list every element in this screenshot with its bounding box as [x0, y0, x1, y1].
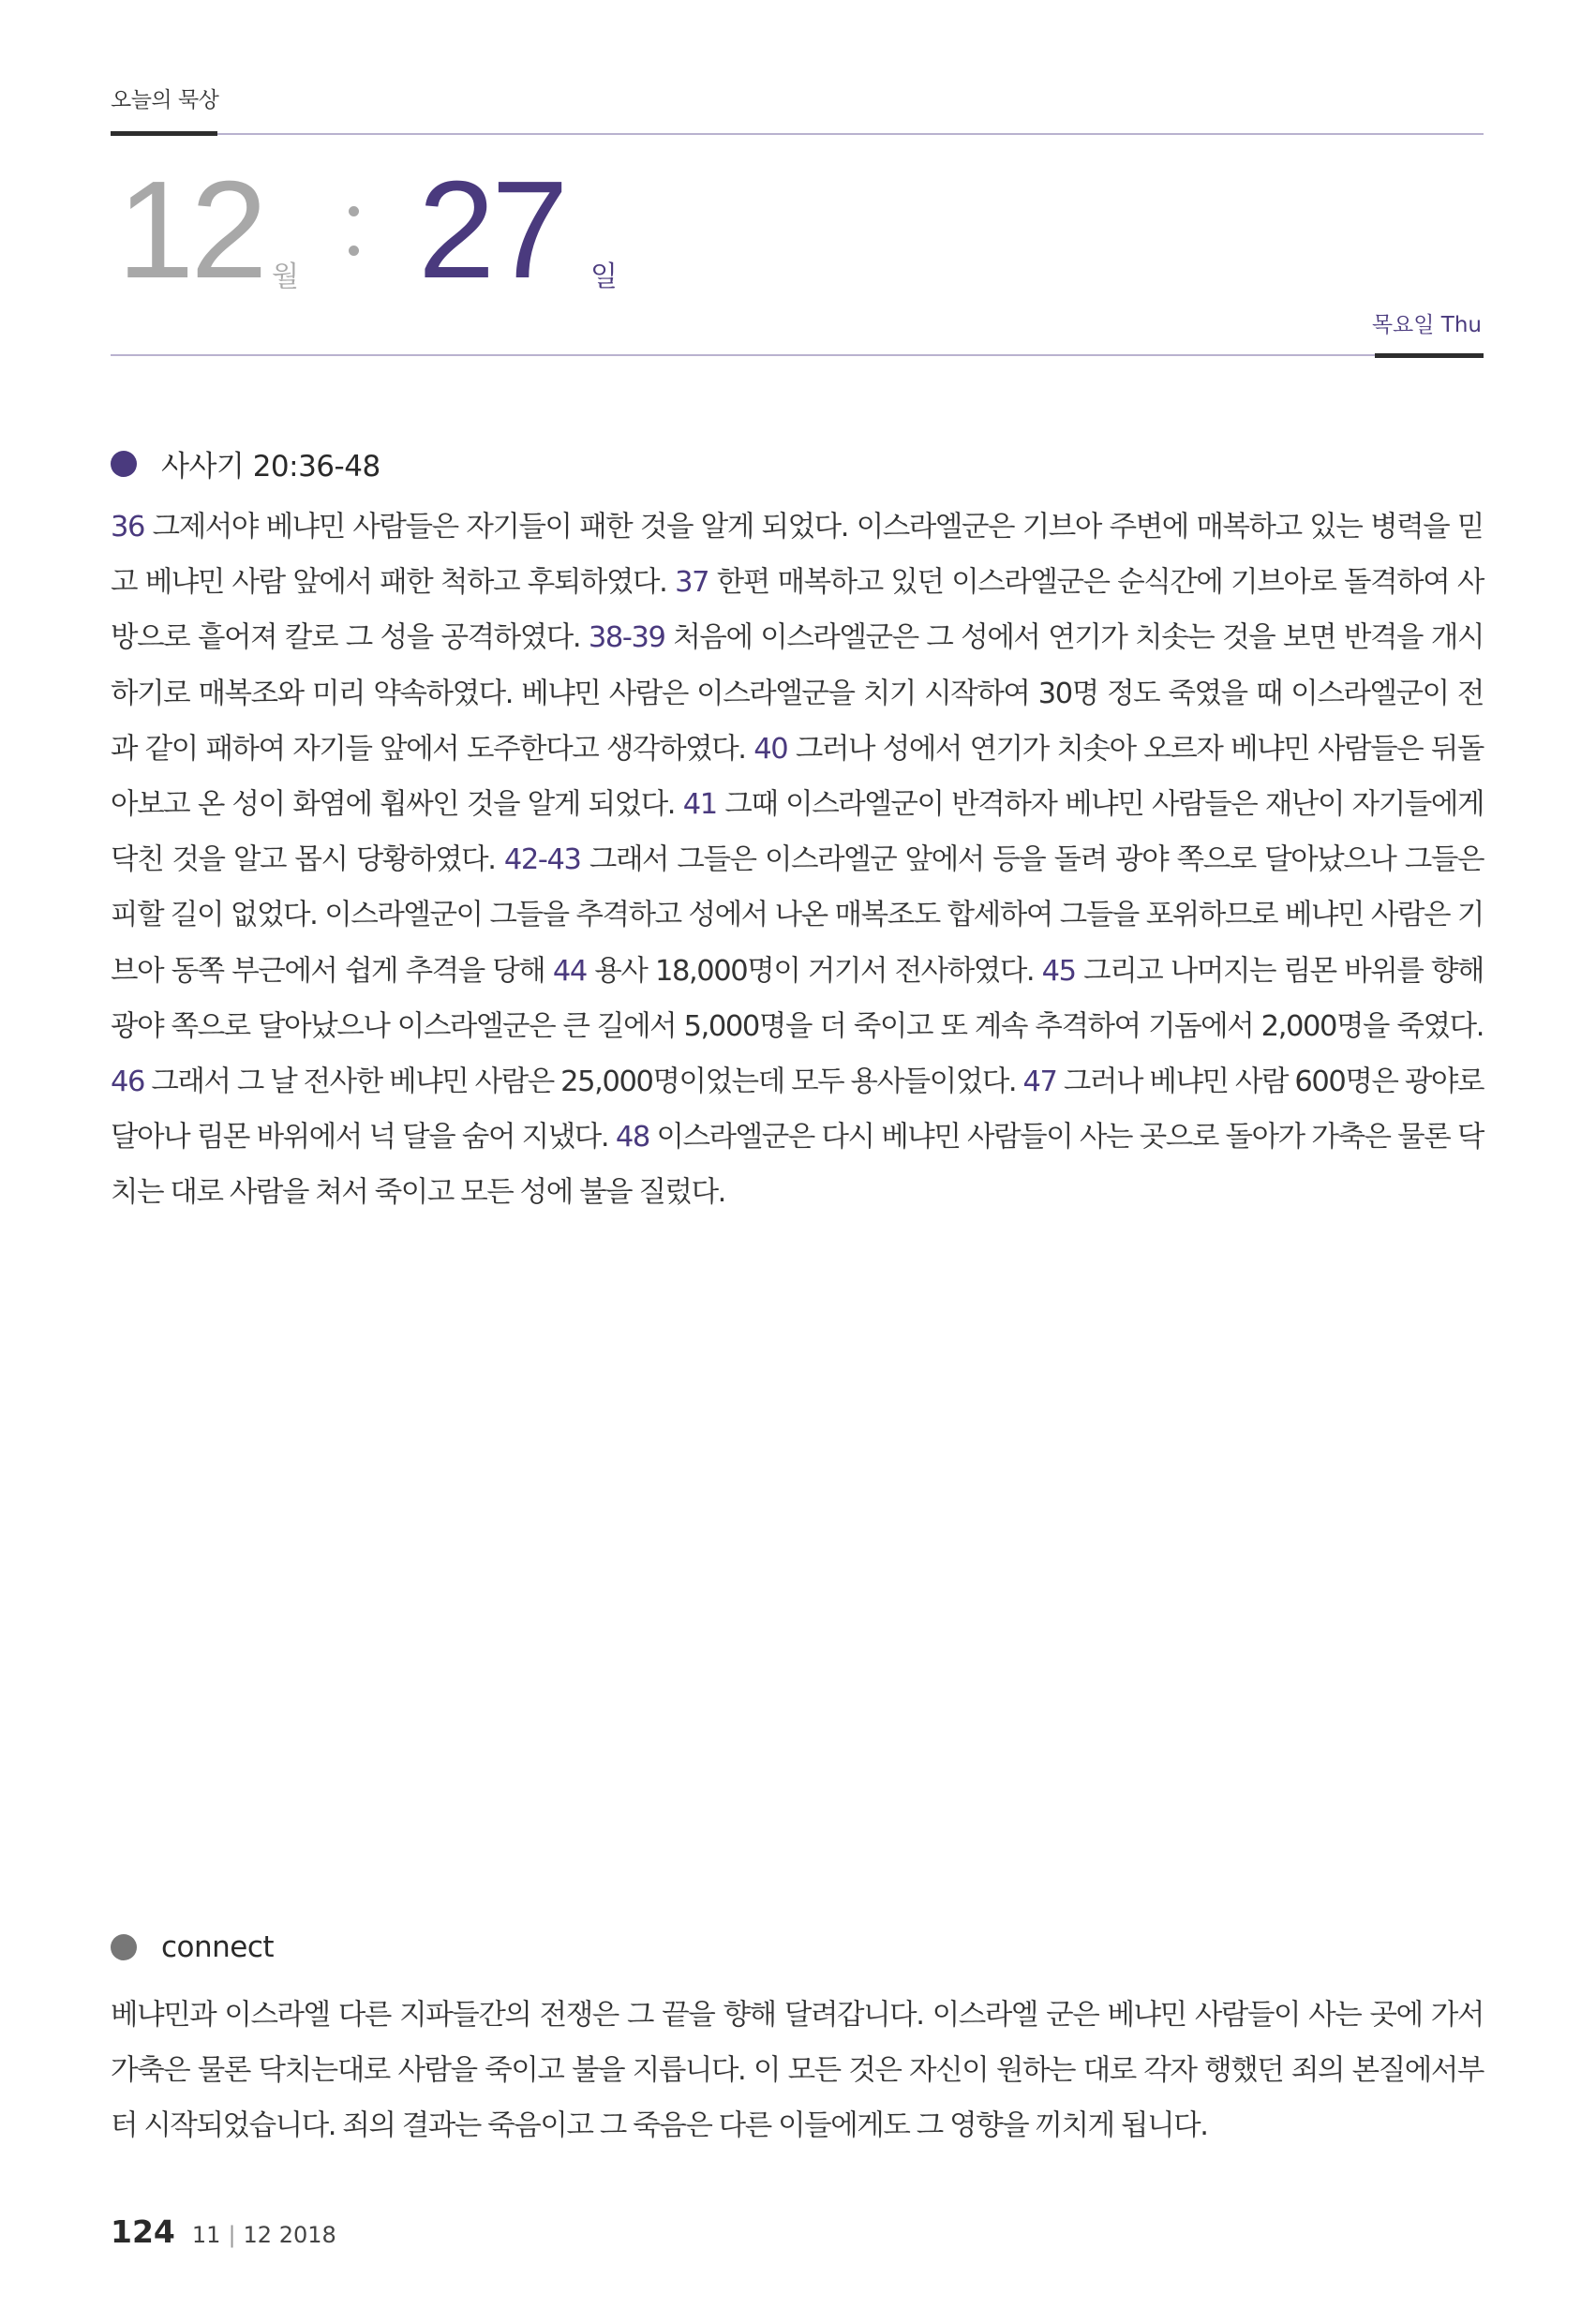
page-number: 124: [111, 2213, 175, 2250]
verse-number: 41: [682, 788, 717, 822]
verse-text: 그리고 나머지는 림몬 바위를 향해 광야 쪽으로 달아났으나 이스라엘군은 큰 길에서 5,000명을 더 죽이고 또 계속 추격하여 기돔에서 2,000명을 죽였다.: [111, 954, 1484, 1043]
issue-year: 12 2018: [243, 2222, 336, 2248]
date-accent-bar: [1375, 353, 1484, 358]
date-day-unit: 일: [590, 261, 618, 293]
issue-months: 11: [191, 2222, 221, 2248]
date-day: 27: [418, 153, 565, 307]
bullet-icon: [111, 1934, 137, 1960]
page-footer: [111, 2213, 336, 2250]
verse-text: 그제서야 베냐민 사람들은 자기들이 패한 것을 알게 되었다. 이스라엘군은 기브아 주변에 매복하고 있는 병력을 믿고 베냐민 사람 앞에서 패한 척하고 후퇴하였다.: [111, 511, 1484, 600]
date-colon-dot-bottom: [349, 246, 359, 256]
date-month-unit: 월: [272, 261, 299, 293]
date-divider: [111, 354, 1484, 356]
scripture-passage: [111, 499, 1484, 1221]
verse-number: 38-39: [588, 621, 665, 655]
connect-text: 베냐민과 이스라엘 다른 지파들간의 전쟁은 그 끝을 향해 달려갑니다. 이스라엘 군은 베냐민 사람들이 사는 곳에 가서 가축은 물론 닥치는대로 사람을 죽이고 불을 지릅니다. 이 모든 것은 자신이 원하는 대로 각자 행했던 죄의 본질에서부터 시작되었습니다. 죄의 결과는 죽음이고 그 죽음은 다른 이들에게도 그 영향을 끼치게 됩니다.: [111, 1999, 1484, 2143]
issue-info: [192, 2222, 336, 2248]
verse-number: 36: [111, 511, 145, 544]
header-accent-bar: [111, 131, 217, 136]
verse-text: 그래서 그들은 이스라엘군 앞에서 등을 돌려 광야 쪽으로 달아났으나 그들은 피할 길이 없었다. 이스라엘군이 그들을 추격하고 성에서 나온 매복조도 합세하여 그들을 포위하므로 베냐민 사람은 기브아 동쪽 부근에서 쉽게 추격을 당해: [111, 843, 1484, 988]
connect-heading: [111, 1930, 274, 1964]
verse-number: 45: [1041, 954, 1076, 988]
scripture-heading: [111, 442, 380, 484]
verse-text: 그래서 그 날 전사한 베냐민 사람은 25,000명이었는데 모두 용사들이었다.: [144, 1065, 1023, 1099]
verse-number: 48: [615, 1121, 649, 1155]
verse-text: 용사 18,000명이 거기서 전사하였다.: [586, 954, 1042, 988]
date-colon-dot-top: [349, 206, 359, 216]
verse-number: 40: [753, 732, 788, 766]
verse-number: 47: [1022, 1065, 1057, 1099]
verse-text: 한편 매복하고 있던 이스라엘군은 순식간에 기브아로 돌격하여 사방으로 흩어져 칼로 그 성을 공격하였다.: [111, 566, 1484, 655]
header-divider: [111, 133, 1484, 135]
connect-title: connect: [161, 1930, 275, 1964]
date-month: 12: [117, 153, 264, 307]
verse-number: 37: [675, 566, 709, 600]
issue-separator: |: [228, 2222, 236, 2248]
verse-text: 이스라엘군은 다시 베냐민 사람들이 사는 곳으로 돌아가 가축은 물론 닥치는 대로 사람을 쳐서 죽이고 모든 성에 불을 질렀다.: [111, 1121, 1484, 1210]
verse-text: 처음에 이스라엘군은 그 성에서 연기가 치솟는 것을 보면 반격을 개시하기로 매복조와 미리 약속하였다. 베냐민 사람은 이스라엘군을 치기 시작하여 30명 정도 죽였을 때 이스라엘군이 전과 같이 패하여 자기들 앞에서 도주한다고 생각하였다.: [111, 621, 1484, 766]
verse-number: 44: [552, 954, 587, 988]
date-weekday: 목요일 Thu: [1371, 313, 1482, 337]
section-label: 오늘의 묵상: [111, 88, 219, 112]
verse-text: 그러나 성에서 연기가 치솟아 오르자 베냐민 사람들은 뒤돌아보고 온 성이 화염에 휩싸인 것을 알게 되었다.: [111, 732, 1484, 822]
verse-text: 그러나 베냐민 사람 600명은 광야로 달아나 림몬 바위에서 넉 달을 숨어 지냈다.: [111, 1065, 1484, 1155]
scripture-reference: 사사기 20:36-48: [161, 450, 380, 484]
bullet-icon: [111, 451, 137, 477]
verse-text: 그때 이스라엘군이 반격하자 베냐민 사람들은 재난이 자기들에게 닥친 것을 알고 몹시 당황하였다.: [111, 788, 1484, 877]
verse-number: 46: [111, 1065, 145, 1099]
verse-number: 42-43: [503, 843, 581, 877]
